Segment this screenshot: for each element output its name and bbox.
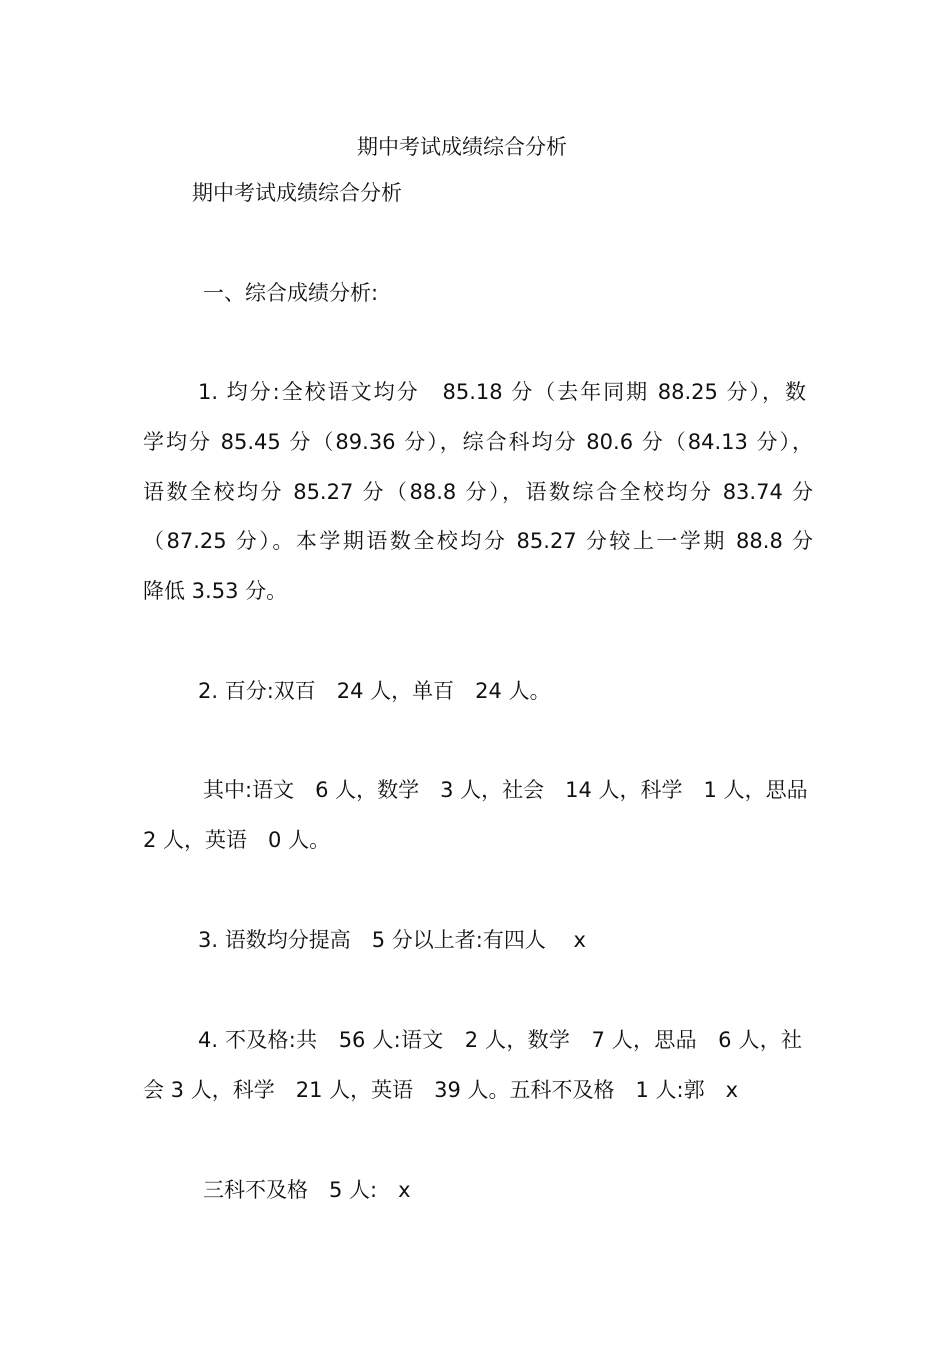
document-subtitle: 期中考试成绩综合分析 [192, 181, 402, 205]
paragraph-averages-line-2: 学均分 85.45 分（89.36 分），综合科均分 80.6 分（84.13 分）， [143, 430, 813, 454]
paragraph-averages-line-4: （87.25 分）。本学期语数全校均分 85.27 分较上一学期 88.8 分 [143, 529, 813, 553]
paragraph-failing-line-2: 会 3 人，科学 21 人，英语 39 人。五科不及格 1 人:郭 x [143, 1078, 739, 1102]
paragraph-subject-breakdown-line-1: 其中:语文 6 人，数学 3 人，社会 14 人，科学 1 人，思品 [203, 778, 808, 802]
paragraph-failing-line-1: 4. 不及格:共 56 人:语文 2 人，数学 7 人，思品 6 人，社 [198, 1028, 802, 1052]
paragraph-improvement: 3. 语数均分提高 5 分以上者:有四人 x [198, 928, 586, 952]
paragraph-three-subjects-failing: 三科不及格 5 人: x [203, 1178, 411, 1202]
paragraph-full-marks: 2. 百分:双百 24 人，单百 24 人。 [198, 679, 551, 703]
paragraph-averages-line-1: 1. 均分:全校语文均分 85.18 分（去年同期 88.25 分），数 [198, 380, 806, 404]
paragraph-averages-line-5: 降低 3.53 分。 [143, 579, 288, 603]
document-title: 期中考试成绩综合分析 [357, 135, 567, 159]
paragraph-averages-line-3: 语数全校均分 85.27 分（88.8 分），语数综合全校均分 83.74 分 [143, 480, 813, 504]
paragraph-subject-breakdown-line-2: 2 人，英语 0 人。 [143, 828, 331, 852]
section-heading: 一、综合成绩分析: [203, 281, 379, 305]
